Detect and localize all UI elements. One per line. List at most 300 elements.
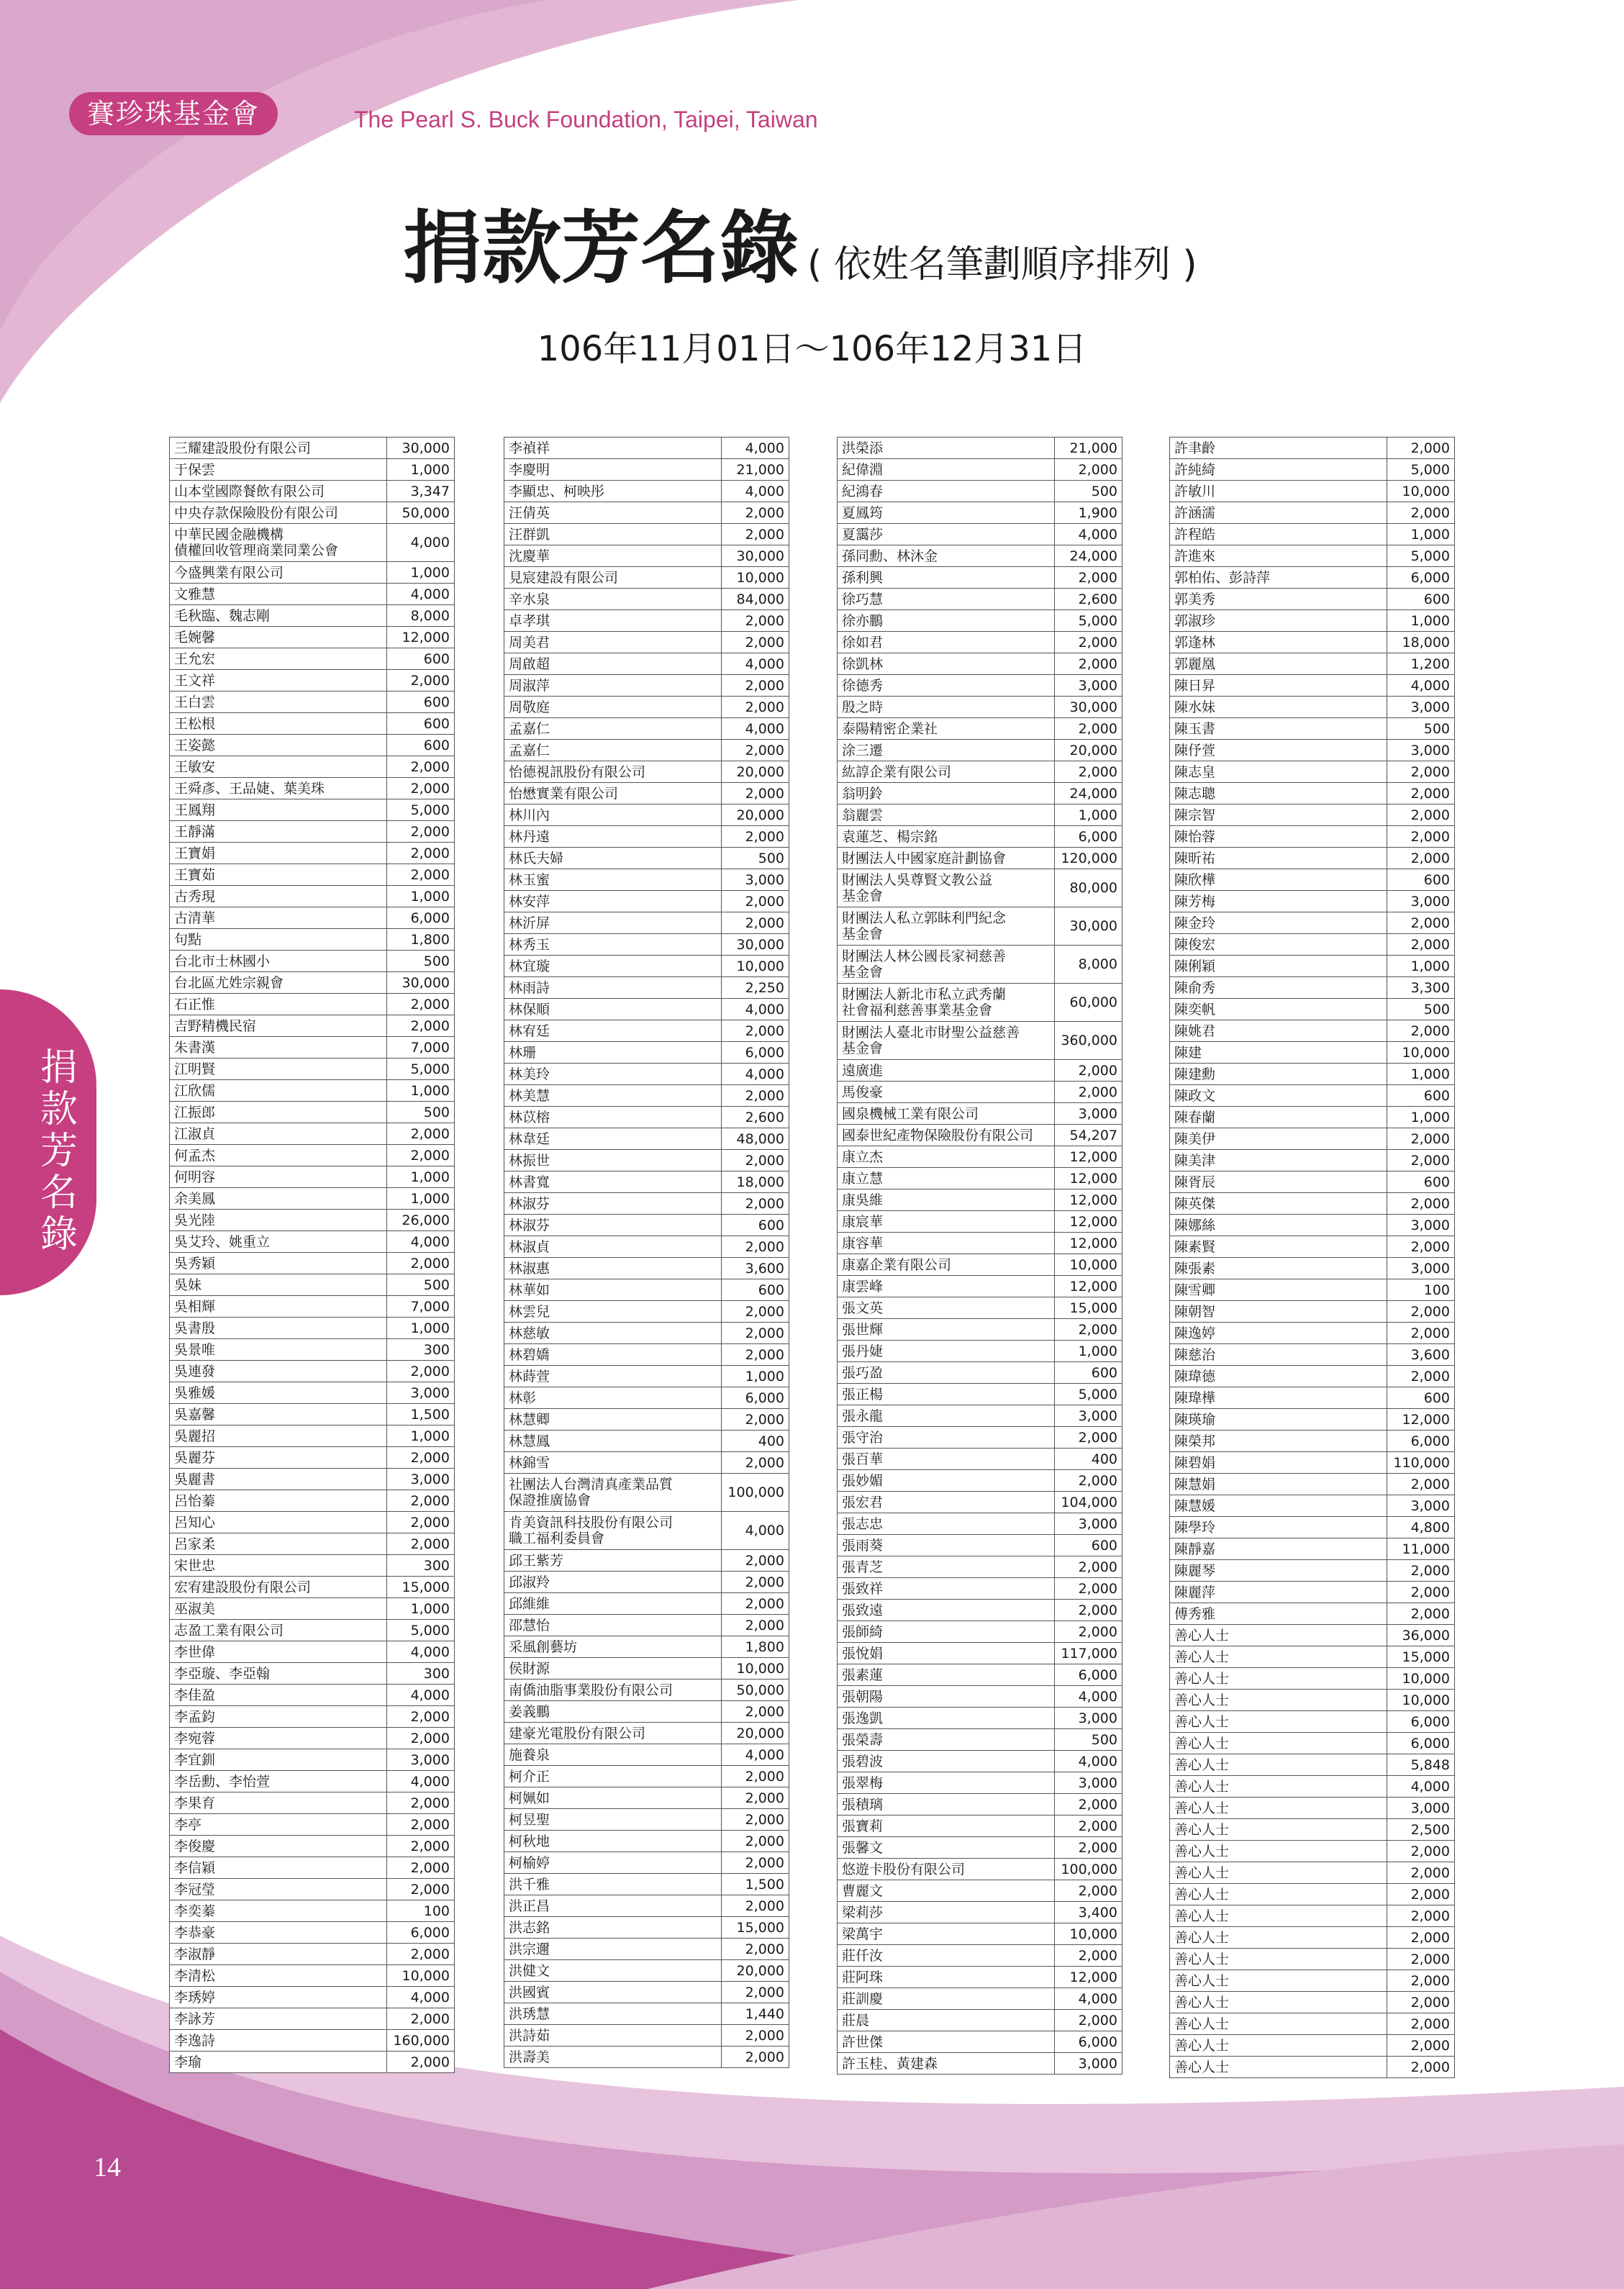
donation-amount: 2,000: [1055, 567, 1122, 589]
table-row: [504, 1128, 789, 1150]
donor-name: 林美玲: [504, 1064, 722, 1085]
donor-name: 宏宥建設股份有限公司: [170, 1577, 387, 1598]
donor-name: 李果育: [170, 1792, 387, 1814]
table-row: [1170, 999, 1455, 1020]
table-row: [504, 589, 789, 610]
donor-name: 林慧鳳: [504, 1431, 722, 1452]
donation-amount: 20,000: [1055, 740, 1122, 761]
donor-name: 陳俊宏: [1170, 934, 1387, 956]
table-row: [504, 610, 789, 632]
donation-amount: 20,000: [722, 1960, 789, 1982]
table-row: [838, 1297, 1122, 1319]
table-row: [504, 1301, 789, 1323]
donor-name: 郭柏佑、彭詩萍: [1170, 567, 1387, 589]
donor-name: 林川內: [504, 804, 722, 826]
table-row: [838, 1082, 1122, 1103]
donation-amount: 10,000: [1387, 1690, 1455, 1711]
donor-name: 李顯忠、柯映彤: [504, 481, 722, 502]
donor-name: 林珊: [504, 1042, 722, 1064]
donor-name: 汪群凱: [504, 524, 722, 545]
donation-amount: 2,000: [1055, 718, 1122, 740]
donor-name: 吳妹: [170, 1274, 387, 1296]
donor-name: 邱維維: [504, 1593, 722, 1615]
table-row: [1170, 1366, 1455, 1387]
donation-amount: 2,000: [722, 1409, 789, 1431]
donor-name: 馬俊豪: [838, 1082, 1055, 1103]
table-row: [838, 2010, 1122, 2031]
table-row: [170, 481, 455, 502]
table-row: [170, 1879, 455, 1900]
donation-amount: 4,000: [387, 524, 455, 562]
donation-amount: 5,000: [387, 799, 455, 821]
donation-amount: 2,000: [722, 1572, 789, 1593]
table-row: [504, 956, 789, 977]
donation-amount: 1,500: [722, 1874, 789, 1895]
donor-name: 毛婉馨: [170, 627, 387, 648]
donation-amount: 20,000: [722, 1723, 789, 1744]
donor-name: 文雅慧: [170, 584, 387, 605]
table-row: [170, 843, 455, 864]
donor-name: 今盛興業有限公司: [170, 562, 387, 584]
donor-name: 吉野精機民宿: [170, 1015, 387, 1037]
table-row: [1170, 740, 1455, 761]
donation-amount: 3,000: [1387, 740, 1455, 761]
table-row: [1170, 783, 1455, 804]
table-row: [838, 545, 1122, 567]
donation-amount: 2,000: [722, 1593, 789, 1615]
donation-amount: 12,000: [1387, 1409, 1455, 1431]
donation-amount: 30,000: [722, 934, 789, 956]
donor-name: 善心人士: [1170, 1862, 1387, 1884]
donation-amount: 4,000: [722, 438, 789, 459]
donation-amount: 500: [387, 951, 455, 972]
donor-name: 李琇婷: [170, 1987, 387, 2008]
table-row: [838, 740, 1122, 761]
table-row: [170, 1274, 455, 1296]
table-row: [504, 1701, 789, 1723]
donor-name: 社團法人台灣清真產業品質 保證推廣協會: [504, 1474, 722, 1512]
donor-name: 陳雪卿: [1170, 1279, 1387, 1301]
table-row: [170, 670, 455, 692]
donor-name: 陳志聰: [1170, 783, 1387, 804]
donor-name: 曹麗文: [838, 1880, 1055, 1902]
donor-name: 善心人士: [1170, 1905, 1387, 1927]
donation-amount: 2,000: [387, 1836, 455, 1857]
donation-amount: 2,000: [1387, 1927, 1455, 1949]
table-row: [838, 1449, 1122, 1470]
table-row: [1170, 977, 1455, 999]
donor-name: 吳麗招: [170, 1425, 387, 1447]
table-row: [170, 1555, 455, 1577]
donation-amount: 12,000: [1055, 1189, 1122, 1211]
donation-amount: 2,000: [722, 1193, 789, 1215]
table-row: [1170, 1301, 1455, 1323]
table-row: [1170, 589, 1455, 610]
table-row: [1170, 438, 1455, 459]
donor-name: 建豪光電股份有限公司: [504, 1723, 722, 1744]
donation-amount: 2,000: [1055, 1600, 1122, 1621]
donor-name: 善心人士: [1170, 1992, 1387, 2013]
table-row: [1170, 1733, 1455, 1754]
donor-name: 山本堂國際餐飲有限公司: [170, 481, 387, 502]
donor-name: 陳學玲: [1170, 1517, 1387, 1538]
table-row: [1170, 610, 1455, 632]
donation-amount: 600: [1055, 1535, 1122, 1556]
donation-amount: 2,000: [1055, 1794, 1122, 1816]
donor-name: 陳姚君: [1170, 1020, 1387, 1042]
donor-name: 陳日昇: [1170, 675, 1387, 697]
table-row: [1170, 826, 1455, 848]
donation-amount: 2,000: [1387, 1841, 1455, 1862]
donation-amount: 1,000: [387, 459, 455, 481]
donation-amount: 2,000: [722, 912, 789, 934]
donor-name: 吳雅媛: [170, 1382, 387, 1404]
table-row: [1170, 1064, 1455, 1085]
donor-name: 王鳳翔: [170, 799, 387, 821]
donor-name: 袁蓮芝、楊宗銘: [838, 826, 1055, 848]
donation-amount: 7,000: [387, 1296, 455, 1318]
donation-amount: 50,000: [387, 502, 455, 524]
table-row: [838, 589, 1122, 610]
donor-name: 林秀玉: [504, 934, 722, 956]
table-row: [1170, 912, 1455, 934]
donor-name: 周淑萍: [504, 675, 722, 697]
table-row: [838, 946, 1122, 984]
table-row: [504, 1215, 789, 1236]
donor-name: 善心人士: [1170, 2013, 1387, 2035]
donor-name: 陳麗萍: [1170, 1582, 1387, 1603]
donor-name: 陳美伊: [1170, 1128, 1387, 1150]
donation-amount: 110,000: [1387, 1452, 1455, 1474]
donation-amount: 6,000: [1387, 1733, 1455, 1754]
table-row: [170, 1123, 455, 1145]
table-row: [504, 999, 789, 1020]
table-row: [504, 1236, 789, 1258]
donor-name: 善心人士: [1170, 2035, 1387, 2057]
table-row: [170, 1469, 455, 1490]
donor-name: 翁麗雲: [838, 804, 1055, 826]
donation-amount: 6,000: [1055, 826, 1122, 848]
donor-name: 李恭豪: [170, 1922, 387, 1944]
donation-amount: 2,000: [722, 1895, 789, 1917]
donation-amount: 2,000: [1387, 1474, 1455, 1495]
donation-amount: 2,000: [722, 1982, 789, 2003]
table-row: [170, 1771, 455, 1792]
table-row: [838, 1902, 1122, 1923]
donation-amount: 2,000: [1387, 1193, 1455, 1215]
table-row: [170, 605, 455, 627]
donation-amount: 4,000: [722, 1512, 789, 1550]
table-row: [838, 718, 1122, 740]
donation-amount: 2,000: [1387, 1236, 1455, 1258]
donation-amount: 26,000: [387, 1210, 455, 1231]
donation-amount: 4,000: [387, 1685, 455, 1706]
donation-amount: 2,000: [1387, 1020, 1455, 1042]
table-row: [838, 1384, 1122, 1405]
donor-table: [1169, 437, 1455, 2078]
table-row: [170, 1620, 455, 1641]
donor-name: 張雨葵: [838, 1535, 1055, 1556]
table-row: [170, 1425, 455, 1447]
table-row: [170, 756, 455, 778]
donor-name: 周美君: [504, 632, 722, 653]
donation-amount: 10,000: [387, 1965, 455, 1987]
donor-name: 王靜滿: [170, 821, 387, 843]
donation-amount: 20,000: [722, 761, 789, 783]
table-row: [838, 567, 1122, 589]
donor-name: 李清松: [170, 1965, 387, 1987]
donation-amount: 2,000: [1387, 934, 1455, 956]
table-row: [170, 1037, 455, 1059]
donor-name: 洪健文: [504, 1960, 722, 1982]
donor-name: 陳張素: [1170, 1258, 1387, 1279]
donation-amount: 1,000: [387, 1188, 455, 1210]
table-row: [504, 1409, 789, 1431]
donor-name: 財團法人新北市私立武秀蘭 社會福利慈善事業基金會: [838, 984, 1055, 1022]
donor-name: 善心人士: [1170, 1668, 1387, 1690]
table-row: [504, 912, 789, 934]
donation-amount: 3,000: [1055, 1103, 1122, 1125]
table-row: [1170, 891, 1455, 912]
table-row: [1170, 1236, 1455, 1258]
donation-amount: 12,000: [1055, 1233, 1122, 1254]
donor-name: 殷之時: [838, 697, 1055, 718]
table-row: [838, 1837, 1122, 1859]
donor-name: 許純綺: [1170, 459, 1387, 481]
donor-name: 林沂屏: [504, 912, 722, 934]
donor-name: 李俊慶: [170, 1836, 387, 1857]
donor-name: 徐亦鵬: [838, 610, 1055, 632]
table-row: [504, 934, 789, 956]
donation-amount: 2,000: [1387, 1884, 1455, 1905]
donation-amount: 4,000: [1055, 1751, 1122, 1772]
donation-amount: 2,000: [387, 1015, 455, 1037]
donor-name: 陳欣樺: [1170, 869, 1387, 891]
donation-amount: 3,000: [1055, 1708, 1122, 1729]
donation-amount: 160,000: [387, 2030, 455, 2052]
donation-amount: 2,000: [1387, 1862, 1455, 1884]
table-row: [170, 1706, 455, 1728]
donor-name: 陳英傑: [1170, 1193, 1387, 1215]
table-row: [504, 2046, 789, 2068]
donation-amount: 2,000: [722, 1452, 789, 1474]
donation-amount: 80,000: [1055, 869, 1122, 907]
table-row: [838, 697, 1122, 718]
donor-name: 吳艾玲、姚重立: [170, 1231, 387, 1253]
table-row: [1170, 1690, 1455, 1711]
table-row: [504, 438, 789, 459]
donation-amount: 2,000: [1055, 1556, 1122, 1578]
table-row: [1170, 1474, 1455, 1495]
donation-amount: 12,000: [1055, 1276, 1122, 1297]
donor-name: 徐德秀: [838, 675, 1055, 697]
donor-name: 林美慧: [504, 1085, 722, 1107]
donation-amount: 1,000: [722, 1366, 789, 1387]
donation-amount: 60,000: [1055, 984, 1122, 1022]
donation-amount: 600: [387, 713, 455, 735]
donation-amount: 3,000: [1387, 1215, 1455, 1236]
table-row: [170, 1231, 455, 1253]
donation-amount: 2,000: [387, 1490, 455, 1512]
donation-amount: 3,000: [1055, 1513, 1122, 1535]
donor-name: 陳瑋樺: [1170, 1387, 1387, 1409]
donor-column-1: [169, 437, 455, 2073]
donation-amount: 3,000: [1387, 891, 1455, 912]
donation-amount: 54,207: [1055, 1125, 1122, 1146]
donor-name: 財團法人林公國長家祠慈善 基金會: [838, 946, 1055, 984]
table-row: [170, 1296, 455, 1318]
donation-amount: 2,000: [387, 1533, 455, 1555]
donor-name: 林碧嬌: [504, 1344, 722, 1366]
donor-name: 悠遊卡股份有限公司: [838, 1859, 1055, 1880]
table-row: [504, 1064, 789, 1085]
table-row: [1170, 1625, 1455, 1646]
donor-name: 陳瑛瑜: [1170, 1409, 1387, 1431]
donor-name: 江振郎: [170, 1102, 387, 1123]
donation-amount: 2,000: [1387, 1582, 1455, 1603]
table-row: [838, 1556, 1122, 1578]
donation-amount: 2,000: [722, 1150, 789, 1171]
table-row: [504, 653, 789, 675]
donor-name: 國泉機械工業有限公司: [838, 1103, 1055, 1125]
donation-amount: 2,000: [722, 1809, 789, 1831]
table-row: [170, 1577, 455, 1598]
table-row: [504, 502, 789, 524]
table-row: [838, 610, 1122, 632]
donor-name: 陳瑋德: [1170, 1366, 1387, 1387]
donor-name: 許涵濡: [1170, 502, 1387, 524]
donation-amount: 3,000: [1387, 1258, 1455, 1279]
donor-name: 遠廣進: [838, 1060, 1055, 1082]
donor-name: 善心人士: [1170, 1711, 1387, 1733]
donor-name: 傅秀雅: [1170, 1603, 1387, 1625]
donor-table: [504, 437, 789, 2068]
donation-amount: 2,000: [1387, 1150, 1455, 1171]
table-row: [1170, 1560, 1455, 1582]
donation-amount: 100: [387, 1900, 455, 1922]
table-row: [504, 1939, 789, 1960]
donor-name: 何孟杰: [170, 1145, 387, 1166]
donor-name: 陳素賢: [1170, 1236, 1387, 1258]
donor-name: 陳昕祐: [1170, 848, 1387, 869]
donor-name: 洪國賓: [504, 1982, 722, 2003]
donation-amount: 2,000: [387, 843, 455, 864]
donor-name: 吳連發: [170, 1361, 387, 1382]
table-row: [1170, 1215, 1455, 1236]
donor-name: 許玉桂、黃建森: [838, 2053, 1055, 2075]
donation-amount: 2,000: [387, 1728, 455, 1749]
donor-name: 善心人士: [1170, 1690, 1387, 1711]
donation-amount: 2,000: [722, 1852, 789, 1874]
donation-amount: 2,000: [722, 675, 789, 697]
table-row: [1170, 869, 1455, 891]
page-subtitle: ( 依姓名筆劃順序排列 ): [807, 243, 1197, 286]
donor-name: 張馨文: [838, 1837, 1055, 1859]
donation-amount: 3,000: [1387, 697, 1455, 718]
table-row: [1170, 567, 1455, 589]
donation-amount: 30,000: [387, 438, 455, 459]
donor-name: 宋世忠: [170, 1555, 387, 1577]
table-row: [504, 1150, 789, 1171]
table-row: [504, 1387, 789, 1409]
donation-amount: 104,000: [1055, 1492, 1122, 1513]
donor-name: 吳秀穎: [170, 1253, 387, 1274]
table-row: [838, 907, 1122, 946]
donation-amount: 2,000: [722, 632, 789, 653]
donation-amount: 2,000: [1387, 1970, 1455, 1992]
donor-name: 陳胥辰: [1170, 1171, 1387, 1193]
table-row: [504, 1723, 789, 1744]
donation-amount: 2,000: [722, 826, 789, 848]
donation-amount: 600: [1387, 869, 1455, 891]
donation-amount: 4,000: [387, 1231, 455, 1253]
donation-amount: 2,000: [722, 2025, 789, 2046]
donation-amount: 1,440: [722, 2003, 789, 2025]
table-row: [170, 1987, 455, 2008]
table-row: [1170, 1970, 1455, 1992]
donor-name: 洪榮添: [838, 438, 1055, 459]
donation-amount: 30,000: [387, 972, 455, 994]
table-row: [838, 1816, 1122, 1837]
donation-amount: 12,000: [1055, 1967, 1122, 1988]
donation-amount: 12,000: [1055, 1211, 1122, 1233]
donor-name: 善心人士: [1170, 1949, 1387, 1970]
donor-name: 李佳盈: [170, 1685, 387, 1706]
donation-amount: 100,000: [1055, 1859, 1122, 1880]
donation-amount: 6,000: [722, 1042, 789, 1064]
table-row: [170, 1533, 455, 1555]
table-row: [504, 891, 789, 912]
donor-name: 陳榮邦: [1170, 1431, 1387, 1452]
table-row: [1170, 1193, 1455, 1215]
donation-amount: 600: [1055, 1362, 1122, 1384]
table-row: [504, 826, 789, 848]
table-row: [838, 1686, 1122, 1708]
donation-amount: 1,200: [1387, 653, 1455, 675]
donation-amount: 2,000: [387, 2052, 455, 2073]
table-row: [838, 1945, 1122, 1967]
table-row: [838, 1022, 1122, 1060]
donor-name: 李宛蓉: [170, 1728, 387, 1749]
donor-name: 采風創藝坊: [504, 1636, 722, 1658]
donation-amount: 2,000: [1387, 783, 1455, 804]
donation-amount: 3,000: [387, 1382, 455, 1404]
donation-amount: 1,000: [387, 562, 455, 584]
table-row: [838, 1103, 1122, 1125]
donor-name: 善心人士: [1170, 1798, 1387, 1819]
table-row: [504, 1193, 789, 1215]
donor-name: 邵慧怡: [504, 1615, 722, 1636]
donation-amount: 2,000: [722, 610, 789, 632]
donation-amount: 2,000: [387, 756, 455, 778]
donor-name: 善心人士: [1170, 1884, 1387, 1905]
donor-name: 財團法人中國家庭計劃協會: [838, 848, 1055, 869]
donor-name: 石正惟: [170, 994, 387, 1015]
donor-name: 李亭: [170, 1814, 387, 1836]
donation-amount: 3,300: [1387, 977, 1455, 999]
donation-amount: 3,000: [1387, 1495, 1455, 1517]
donor-name: 張碧波: [838, 1751, 1055, 1772]
donor-name: 志盈工業有限公司: [170, 1620, 387, 1641]
donation-amount: 2,000: [722, 1085, 789, 1107]
donation-amount: 3,000: [1055, 2053, 1122, 2075]
table-row: [838, 1729, 1122, 1751]
table-row: [504, 545, 789, 567]
table-row: [504, 1366, 789, 1387]
table-row: [1170, 1323, 1455, 1344]
table-row: [170, 713, 455, 735]
donor-name: 毛秋臨、魏志剛: [170, 605, 387, 627]
